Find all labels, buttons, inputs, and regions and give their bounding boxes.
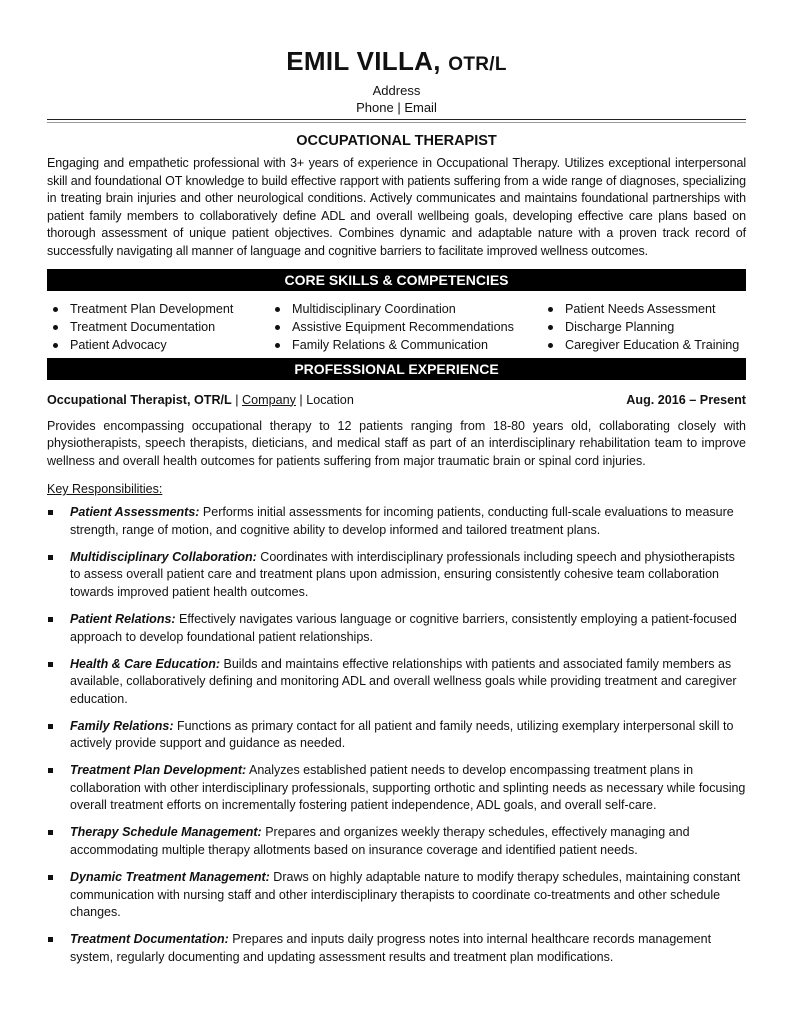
responsibility-item <box>47 931 746 966</box>
address: Address <box>372 83 421 98</box>
skill-item: Family Relations & Communication <box>269 336 542 354</box>
responsibility-lead: Patient Assessments: <box>70 505 200 520</box>
responsibility-item <box>47 549 746 602</box>
responsibility-text: Coordinates with interdisciplinary professionals including speech and physiotherapists to assess overall patient care and treatment plans upon admission, ensuring consistently cohesive team collaboration towards improved patient health outcomes. <box>70 549 735 599</box>
responsibility-text: Draws on highly adaptable nature to modify therapy schedules, maintaining constant communication with nursing staff and other interdisciplinary therapists to coordinate co-treatments and other schedule changes. <box>70 870 741 919</box>
responsibility-lead: Patient Relations: <box>70 612 176 627</box>
responsibility-text: Functions as primary contact for all patient and family needs, utilizing exemplary interpersonal skill to actively provide support and guidance as needed. <box>70 718 734 751</box>
responsibility-text: Analyzes established patient needs to develop encompassing treatment plans in collaboration with other interdisciplinary professionals, supporting orthotic and splinting needs as necessary while focusing overall treatment efforts on incrementally fostering patient independence, ADL goals, and overall self-care. <box>70 763 746 813</box>
responsibility-lead: Multidisciplinary Collaboration: <box>70 549 257 564</box>
skills-heading: CORE SKILLS & COMPETENCIES <box>47 269 746 291</box>
credential-text: OTR/L <box>448 54 507 75</box>
skills-column-1 <box>47 300 269 358</box>
responsibility-lead: Treatment Documentation: <box>70 932 229 947</box>
skill-item: Treatment Plan Development <box>47 300 269 318</box>
responsibilities-heading: Key Responsibilities: <box>47 482 163 497</box>
job-header <box>47 392 746 409</box>
job-dates: Aug. 2016 – Present <box>626 392 746 407</box>
responsibility-item <box>47 611 746 646</box>
job-title: Occupational Therapist, OTR/L <box>47 392 232 407</box>
job-info <box>47 392 354 409</box>
skill-item: Patient Advocacy <box>47 336 269 354</box>
company-name: Company <box>242 392 296 407</box>
responsibility-lead: Family Relations: <box>70 718 174 733</box>
responsibility-lead: Dynamic Treatment Management: <box>70 870 270 884</box>
responsibility-lead: Health & Care Education: <box>70 656 221 671</box>
skill-item: Patient Needs Assessment <box>542 300 746 318</box>
job-location: Location <box>306 392 354 407</box>
header-divider <box>47 119 746 120</box>
skill-item: Caregiver Education & Training <box>542 336 746 354</box>
skills-column-3 <box>542 300 746 358</box>
separator: | <box>295 392 307 407</box>
responsibility-item <box>47 504 746 539</box>
separator: | <box>231 392 243 407</box>
job-description: Provides encompassing occupational therapy to 12 patients ranging from 18-80 years old, collaborating closely with physiotherapists, speech therapists, dieticians, and medical staff as part of an interdisciplinary rehabilitation team to improve wellness and overall health outcomes for patients suffering from major traumatic brain or spinal cord injuries. <box>47 418 746 468</box>
skill-item: Multidisciplinary Coordination <box>269 300 542 318</box>
skill-item: Treatment Documentation <box>47 318 269 336</box>
responsibility-item <box>47 718 746 753</box>
header-divider-thin <box>47 122 746 123</box>
responsibility-text: Prepares and organizes weekly therapy schedules, effectively managing and accommodating multiple therapy allotments based on insurance coverage and identified patient needs. <box>70 825 690 857</box>
responsibility-lead: Treatment Plan Development: <box>70 763 247 778</box>
skill-item: Assistive Equipment Recommendations <box>269 318 542 336</box>
summary-paragraph: Engaging and empathetic professional with 3+ years of experience in Occupational Therapy. Utilizes exceptional interpersonal skill and foundational OT knowledge to build effective rapport with patients suffering from a wide range of diagnoses, specializing in treating brain injuries and other neurological conditions. Actively communicates and maintains foundational partnerships with patient family members to collaboratively define ADL and overall wellbeing goals, developing effective care plans based on thorough assessment of unique patient objectives. Combines dynamic and adaptable nature with a proven track record of successfully navigating all manner of language and cognitive barriers to facilitate improved wellness outcomes. <box>47 156 746 258</box>
responsibilities-list <box>47 504 746 966</box>
responsibility-item <box>47 869 746 922</box>
skills-column-2 <box>269 300 542 358</box>
skills-list <box>47 300 746 358</box>
phone-email: Phone | Email <box>356 100 437 115</box>
resume-page <box>47 0 746 976</box>
responsibility-text: Prepares and inputs daily progress notes into internal healthcare records management system, regularly documenting and updating assessment results and treatment plan modifications. <box>70 932 712 964</box>
responsibility-text: Builds and maintains effective relationships with patients and associated family members as available, collaboratively defining and monitoring ADL and overall wellness goals while providing treatment and caregiver education. <box>70 656 737 706</box>
responsibility-text: Effectively navigates various language or cognitive barriers, consistently employing a patient-focused approach to develop foundational patient relationships. <box>70 612 737 644</box>
responsibility-lead: Therapy Schedule Management: <box>70 825 262 840</box>
professional-title: OCCUPATIONAL THERAPIST <box>296 133 497 149</box>
responsibility-text: Performs initial assessments for incoming patients, conducting full-scale evaluations to measure strength, range of motion, and cognitive ability to develop informed and tailored treatment plans. <box>70 505 734 537</box>
candidate-name <box>47 44 746 82</box>
experience-heading: PROFESSIONAL EXPERIENCE <box>47 358 746 380</box>
responsibility-item <box>47 656 746 709</box>
responsibility-item <box>47 824 746 859</box>
skill-item: Discharge Planning <box>542 318 746 336</box>
name-text: EMIL VILLA, <box>286 46 441 76</box>
responsibility-item <box>47 762 746 815</box>
